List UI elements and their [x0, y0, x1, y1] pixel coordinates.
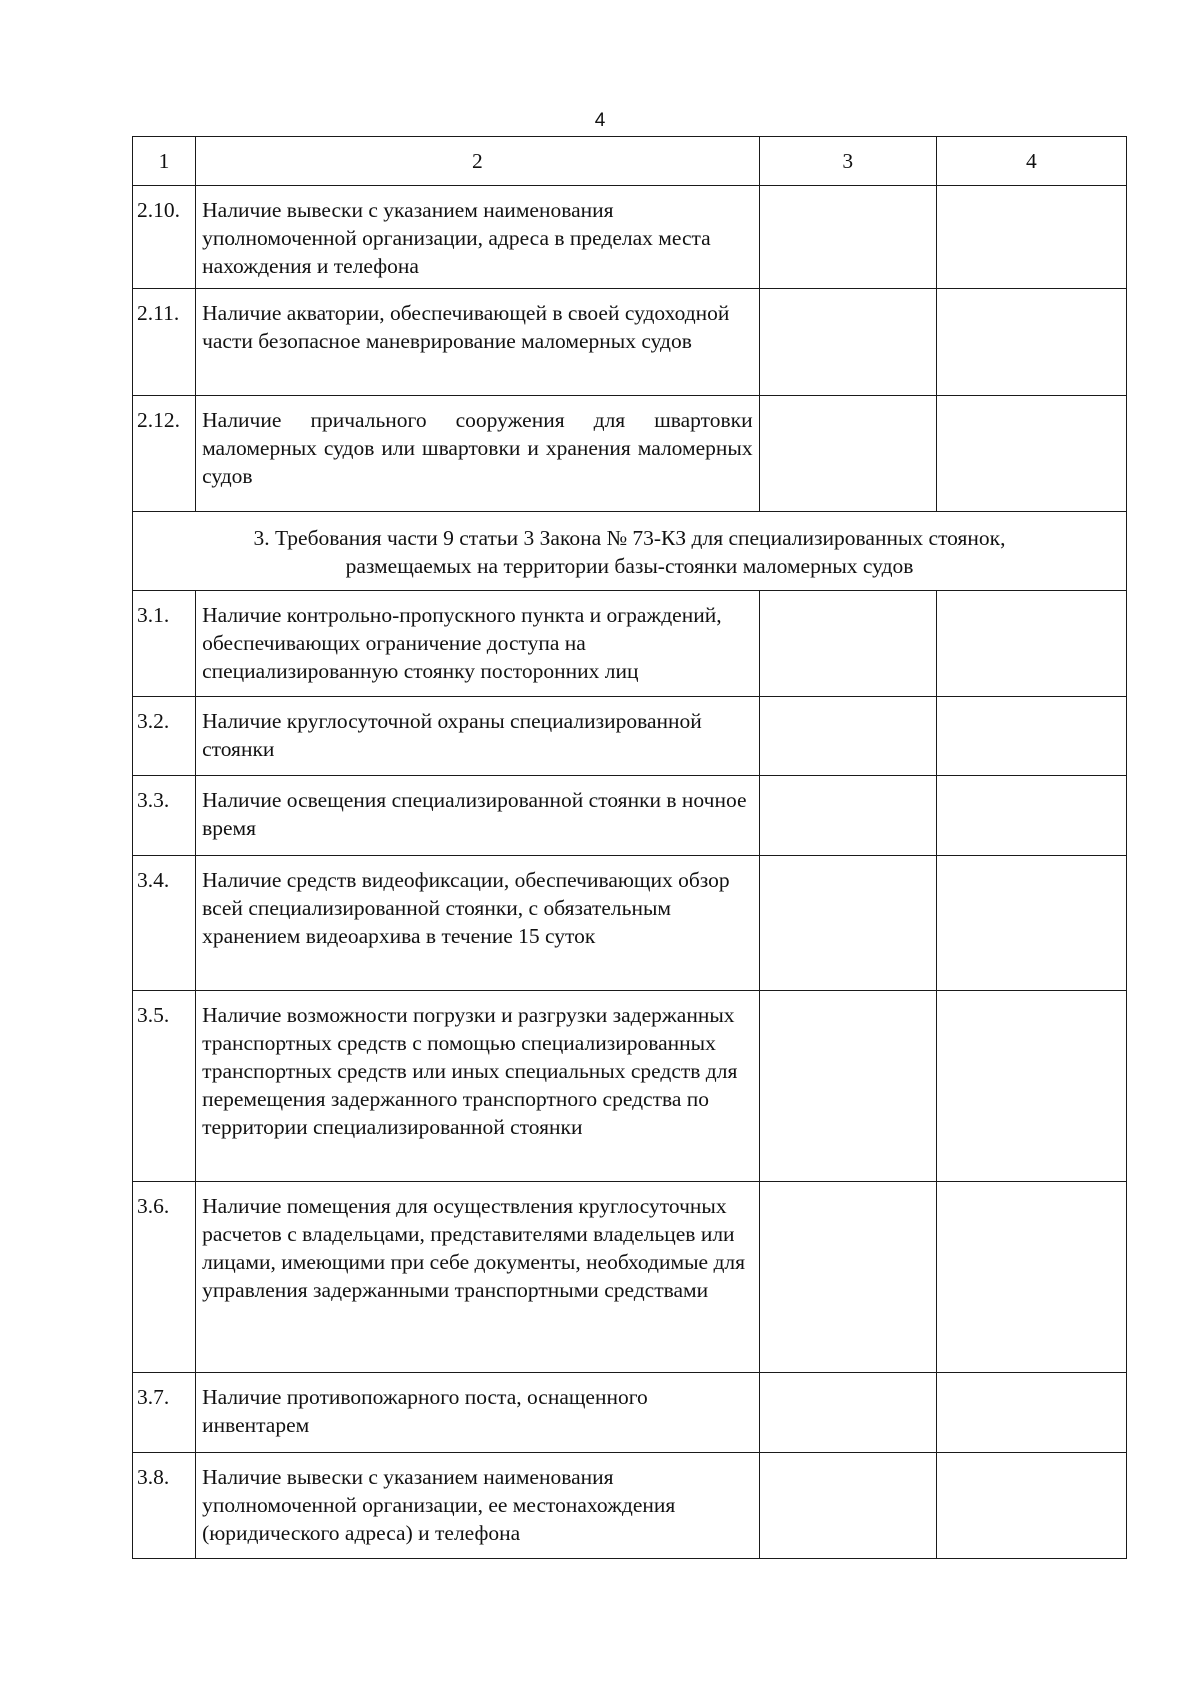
column-4-cell — [936, 697, 1126, 776]
column-4-cell — [936, 1373, 1126, 1453]
row-number: 3.6. — [133, 1182, 196, 1373]
row-number: 3.7. — [133, 1373, 196, 1453]
requirement-text: Наличие причального сооружения для швартовки маломерных судов или швартовки и хранения маломерных судов — [196, 396, 760, 512]
requirement-text: Наличие средств видеофиксации, обеспечивающих обзор всей специализированной стоянки, с обязательным хранением видеоархива в течение 15 суток — [196, 856, 760, 991]
requirement-text: Наличие круглосуточной охраны специализированной стоянки — [196, 697, 760, 776]
column-3-cell — [759, 856, 936, 991]
requirement-text: Наличие помещения для осуществления круглосуточных расчетов с владельцами, представителями владельцев или лицами, имеющими при себе документы, необходимые для управления задержанными транспортными средствами — [196, 1182, 760, 1373]
page-number: 4 — [594, 110, 606, 131]
table-row — [133, 776, 1127, 856]
column-3-cell — [759, 1453, 936, 1559]
column-header-3: 3 — [759, 137, 936, 186]
row-number: 3.3. — [133, 776, 196, 856]
table-row — [133, 591, 1127, 697]
requirement-text: Наличие противопожарного поста, оснащенного инвентарем — [196, 1373, 760, 1453]
column-header-1: 1 — [133, 137, 196, 186]
column-4-cell — [936, 289, 1126, 396]
requirement-text: Наличие освещения специализированной стоянки в ночное время — [196, 776, 760, 856]
requirement-text: Наличие вывески с указанием наименования уполномоченной организации, адреса в пределах места нахождения и телефона — [196, 186, 760, 289]
table-row — [133, 289, 1127, 396]
row-number: 3.2. — [133, 697, 196, 776]
row-number: 2.11. — [133, 289, 196, 396]
column-3-cell — [759, 776, 936, 856]
table-row — [133, 991, 1127, 1182]
column-4-cell — [936, 856, 1126, 991]
column-3-cell — [759, 1182, 936, 1373]
row-number: 3.1. — [133, 591, 196, 697]
column-header-4: 4 — [936, 137, 1126, 186]
requirement-text: Наличие акватории, обеспечивающей в своей судоходной части безопасное маневрирование маломерных судов — [196, 289, 760, 396]
column-3-cell — [759, 396, 936, 512]
table-row — [133, 856, 1127, 991]
requirement-text: Наличие вывески с указанием наименования уполномоченной организации, ее местонахождения (юридического адреса) и телефона — [196, 1453, 760, 1559]
section-3-heading — [133, 512, 1127, 591]
section-heading-line-2: размещаемых на территории базы-стоянки маломерных судов — [345, 554, 914, 578]
requirements-table — [132, 136, 1127, 1559]
column-4-cell — [936, 1453, 1126, 1559]
row-number: 2.12. — [133, 396, 196, 512]
column-4-cell — [936, 1182, 1126, 1373]
column-3-cell — [759, 186, 936, 289]
column-4-cell — [936, 396, 1126, 512]
table-row — [133, 1373, 1127, 1453]
column-3-cell — [759, 697, 936, 776]
column-4-cell — [936, 186, 1126, 289]
table-header-row — [133, 137, 1127, 186]
row-number: 3.8. — [133, 1453, 196, 1559]
row-number: 3.4. — [133, 856, 196, 991]
column-3-cell — [759, 991, 936, 1182]
requirement-text: Наличие возможности погрузки и разгрузки задержанных транспортных средств с помощью специализированных транспортных средств или иных специальных средств для перемещения задержанного транспортного средства по территории специализированной стоянки — [196, 991, 760, 1182]
section-header-row — [133, 512, 1127, 591]
table-row — [133, 186, 1127, 289]
row-number: 3.5. — [133, 991, 196, 1182]
row-number: 2.10. — [133, 186, 196, 289]
table-row — [133, 697, 1127, 776]
column-4-cell — [936, 591, 1126, 697]
requirement-text: Наличие контрольно-пропускного пункта и ограждений, обеспечивающих ограничение доступа на специализированную стоянку посторонних лиц — [196, 591, 760, 697]
column-4-cell — [936, 776, 1126, 856]
column-3-cell — [759, 1373, 936, 1453]
table-row — [133, 1453, 1127, 1559]
table-row — [133, 1182, 1127, 1373]
column-3-cell — [759, 289, 936, 396]
section-heading-line-1: 3. Требования части 9 статьи 3 Закона № 73-КЗ для специализированных стоянок, — [253, 526, 1006, 550]
column-3-cell — [759, 591, 936, 697]
column-header-2: 2 — [196, 137, 760, 186]
table-row — [133, 396, 1127, 512]
column-4-cell — [936, 991, 1126, 1182]
